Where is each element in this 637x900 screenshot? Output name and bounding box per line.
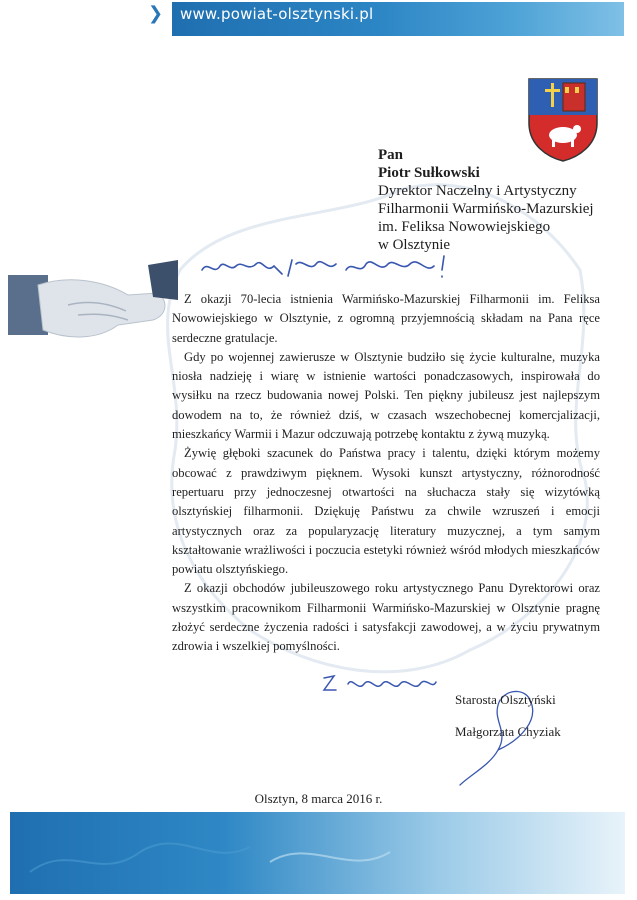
signatory-title: Starosta Olsztyński (455, 692, 556, 707)
addressee-position: Dyrektor Naczelny i Artystyczny (378, 183, 577, 199)
body-paragraph-3: Żywię głęboki szacunek do Państwa pracy i talentu, dzięki którym możemy obcować z prawdziwym pięknem. Wysoki kunszt artystyczny, różnorodność repertuaru przy jednoczesnej otwartości na słuchacza stały się wizytówką olsztyńskiej filharmonii. Dziękuję Państwu za chwile wzruszeń i emocji artystycznych oraz za popularyzację literatury muzycznej, a tym samym kształtowanie wrażliwości i poczucia estetyki również wśród młodych mieszkańców powiatu olsztyńskiego. (172, 446, 600, 577)
body-paragraph-4: Z okazji obchodów jubileuszowego roku artystycznego Panu Dyrektorowi oraz wszystkim pracownikom Filharmonii Warmińsko-Mazurskiej w Olsztynie pragnę złożyć serdeczne życzenia radości i satysfakcji zawodowej, a w życiu prywatnym zdrowia i wszelkiej pomyślności. (172, 581, 600, 654)
addressee-block (378, 146, 618, 254)
addressee-name: Piotr Sułkowski (378, 165, 480, 181)
letterhead-header (0, 0, 637, 38)
website-url[interactable]: www.powiat-olsztynski.pl (180, 5, 374, 23)
addressee-salutation: Pan (378, 147, 404, 163)
chevron-right-icon: ❯ (148, 3, 164, 24)
footer-band (10, 812, 625, 894)
header-band (172, 2, 624, 36)
handwritten-greeting (196, 250, 456, 280)
signatory-name: Małgorzata Chyziak (455, 724, 561, 739)
addressee-institution: Filharmonii Warmińsko-Mazurskiej (378, 201, 594, 217)
addressee-institution-patron: im. Feliksa Nowowiejskiego (378, 219, 551, 235)
signature-block (455, 690, 561, 742)
body-paragraph-2: Gdy po wojennej zawierusze w Olsztynie budziło się życie kulturalne, muzyka niosła nadzieję i wiarę w istnienie wartości ponadczasowych, inspirowała do wysiłku na rzecz budowania nowej Polski. Ten piękny jubileusz jest najlepszym dowodem na to, że również dziś, w czasach wszechobecnej komercjalizacji, mieszkańcy Warmii i Mazur odczuwają potrzebę kontaktu z żywą muzyką. (172, 349, 600, 442)
handwritten-closing (320, 670, 440, 700)
addressee-city: w Olsztynie (378, 237, 451, 253)
body-paragraph-1: Z okazji 70-lecia istnienia Warmińsko-Mazurskiej Filharmonii im. Feliksa Nowowiejskiego w Olsztynie, z ogromną przyjemnością składam na Pana ręce serdeczne gratulacje. (172, 292, 600, 345)
date-place: Olsztyn, 8 marca 2016 r. (254, 791, 383, 806)
handshake-image (8, 255, 178, 355)
letter-body (172, 290, 600, 657)
